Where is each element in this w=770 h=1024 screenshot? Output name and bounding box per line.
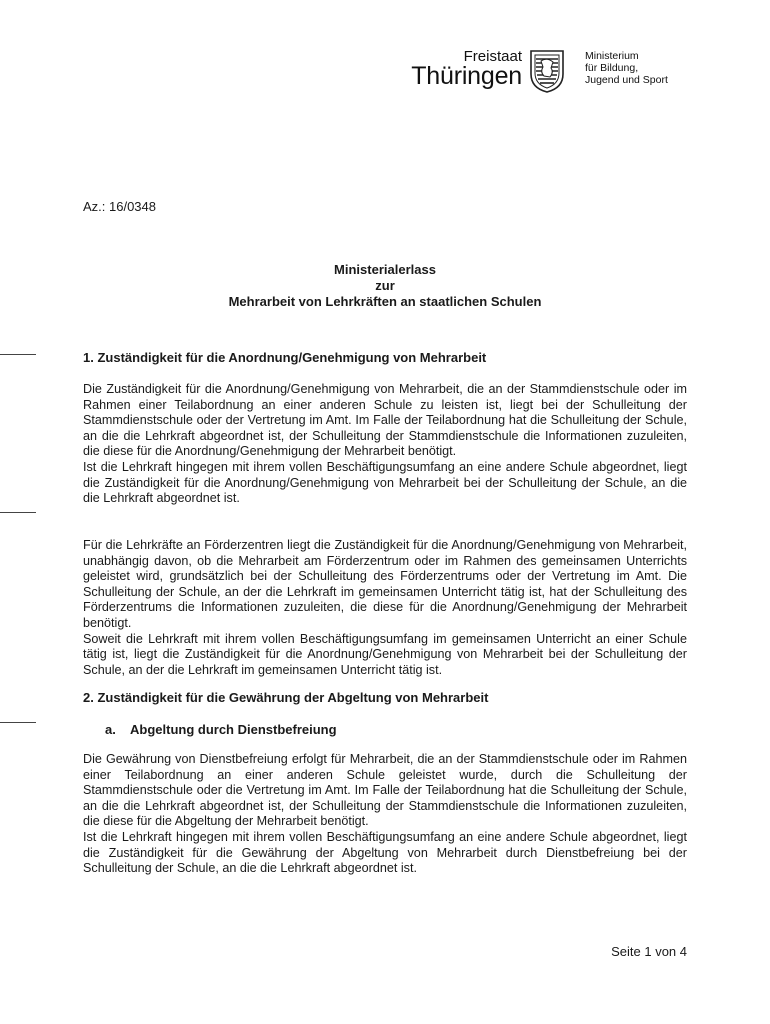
section-2a-paragraph [83, 752, 687, 877]
section-1-paragraph-2 [83, 538, 687, 678]
subsection-a-heading [105, 722, 337, 738]
fold-mark [0, 722, 36, 723]
subsection-title: Abgeltung durch Dienstbefreiung [130, 722, 337, 737]
paragraph-text: Soweit die Lehrkraft mit ihrem vollen Beschäftigungsumfang im gemeinsamen Unterricht an einer Schule tätig ist, liegt die Zuständigkeit für die Anordnung/Genehmigung von Mehrarbeit bei der Schulleitung der Schule, an der die Lehrkraft im gemeinsamen Unterricht tätig ist. [83, 631, 687, 677]
ministry-name [585, 50, 668, 86]
fold-mark [0, 354, 36, 355]
paragraph-text: Für die Lehrkräfte an Förderzentren liegt die Zuständigkeit für die Anordnung/Genehmigung von Mehrarbeit, unabhängig davon, ob die Mehrarbeit am Förderzentrum oder im Rahmen des gemeinsamen Unterrichts geleistet wird, grundsätzlich bei der Schulleitung des Förderzentrums oder der Vertretung im Amt. Die Schulleitung der Schule, an der die Lehrkraft im gemeinsamen Unterricht tätig ist, hat der Schulleitung des Förderzentrums die Informationen zuzuleiten, die diese für die Anordnung/Genehmigung der Mehrarbeit benötigt. [83, 538, 687, 630]
reference-number: Az.: 16/0348 [83, 199, 156, 214]
ministry-line: für Bildung, [585, 62, 639, 74]
section-2-heading: 2. Zuständigkeit für die Gewährung der Abgeltung von Mehrarbeit [83, 690, 489, 705]
paragraph-text: Ist die Lehrkraft hingegen mit ihrem vollen Beschäftigungsumfang an eine andere Schule abgeordnet, liegt die Zuständigkeit für die Gewährung der Abgeltung von Mehrarbeit durch Dienstbefreiung bei der Schulleitung der Schule, an die die Lehrkraft abgeordnet ist. [83, 829, 687, 876]
ministry-line: Jugend und Sport [585, 74, 668, 86]
document-title [83, 262, 687, 310]
title-line: zur [375, 278, 395, 293]
page-number: Seite 1 von 4 [611, 944, 687, 959]
section-1-heading: 1. Zuständigkeit für die Anordnung/Genehmigung von Mehrarbeit [83, 350, 487, 365]
paragraph-text: Ist die Lehrkraft hingegen mit ihrem vollen Beschäftigungsumfang an eine andere Schule abgeordnet, liegt die Zuständigkeit für die Anordnung/Genehmigung von Mehrarbeit bei der Schulleitung der Schule, an die die Lehrkraft abgeordnet ist. [83, 459, 687, 506]
state-label-large: Thüringen [411, 62, 522, 90]
paragraph-text: Die Zuständigkeit für die Anordnung/Genehmigung von Mehrarbeit, die an der Stammdienstschule oder im Rahmen einer Teilabordnung an einer anderen Schule zu leisten ist, liegt bei der Schulleitung der Stammdienstschule oder der Vertretung im Amt. Im Falle der Teilabordnung hat die Schulleitung der Schule, an die die Lehrkraft abgeordnet ist, der Schulleitung der Stammdienstschule die Informationen zuzuleiten, die diese für die Anordnung/Genehmigung der Mehrarbeit benötigt. [83, 382, 687, 459]
list-marker: a. [105, 722, 116, 737]
paragraph-text: Die Gewährung von Dienstbefreiung erfolgt für Mehrarbeit, die an der Stammdienstschule oder im Rahmen einer Teilabordnung an einer anderen Schule geleistet wurde, durch die Schulleitung der Stammdienstschule oder die Vertretung im Amt. Im Falle der Teilabordnung hat die Schulleitung der Schule, an die die Lehrkraft abgeordnet ist, der Schulleitung der Stammdienstschule die Informationen zuzuleiten, die diese für die Abgeltung der Mehrarbeit benötigt. [83, 752, 687, 829]
section-1-paragraph-1 [83, 382, 687, 507]
title-line: Mehrarbeit von Lehrkräften an staatlichen Schulen [228, 294, 542, 309]
state-wordmark [400, 48, 522, 98]
ministry-line: Ministerium [585, 50, 639, 62]
coat-of-arms-icon [528, 48, 566, 94]
title-line: Ministerialerlass [334, 262, 436, 277]
letterhead [400, 48, 690, 98]
state-label-small: Freistaat [463, 48, 522, 65]
punch-mark [0, 512, 36, 513]
